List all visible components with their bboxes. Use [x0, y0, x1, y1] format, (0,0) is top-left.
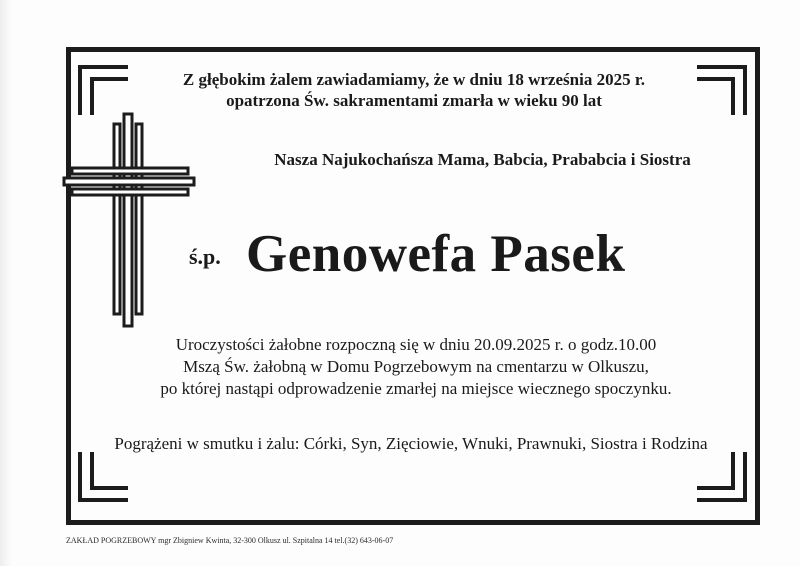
family-relation-line: Nasza Najukochańsza Mama, Babcia, Prababcia i Siostra [274, 150, 691, 169]
deceased-name: Genowefa Pasek [246, 225, 626, 283]
ceremony-details [120, 334, 712, 400]
corner-ornament-top-left-icon [66, 53, 128, 115]
intro-line: opatrzona Św. sakramentami zmarła w wieku 90 lat [226, 91, 602, 110]
corner-ornament-bottom-right-icon [697, 452, 759, 514]
funeral-home-footer: ZAKŁAD POGRZEBOWY mgr Zbigniew Kwinta, 32-300 Olkusz ul. Szpitalna 14 tel.(32) 643-06-07 [66, 536, 394, 545]
corner-ornament-bottom-left-icon [66, 452, 128, 514]
corner-ornament-top-right-icon [697, 53, 759, 115]
paper-edge-shadow [0, 0, 12, 566]
cross-icon [62, 112, 198, 335]
ceremony-line: Uroczystości żałobne rozpoczną się w dniu 20.09.2025 r. o godz.10.00 [175, 335, 657, 354]
intro-line: Z głębokim żalem zawiadamiamy, że w dniu 18 września 2025 r. [182, 70, 646, 89]
name-prefix: ś.p. [189, 244, 221, 269]
mourners-line: Pogrążeni w smutku i żalu: Córki, Syn, Zięciowie, Wnuki, Prawnuki, Siostra i Rodzina [114, 434, 708, 453]
intro-announcement [134, 69, 694, 111]
ceremony-line: Mszą Św. żałobną w Domu Pogrzebowym na cmentarzu w Olkuszu, [183, 357, 649, 376]
ceremony-line: po której nastąpi odprowadzenie zmarłej na miejsce wiecznego spoczynku. [160, 379, 672, 398]
